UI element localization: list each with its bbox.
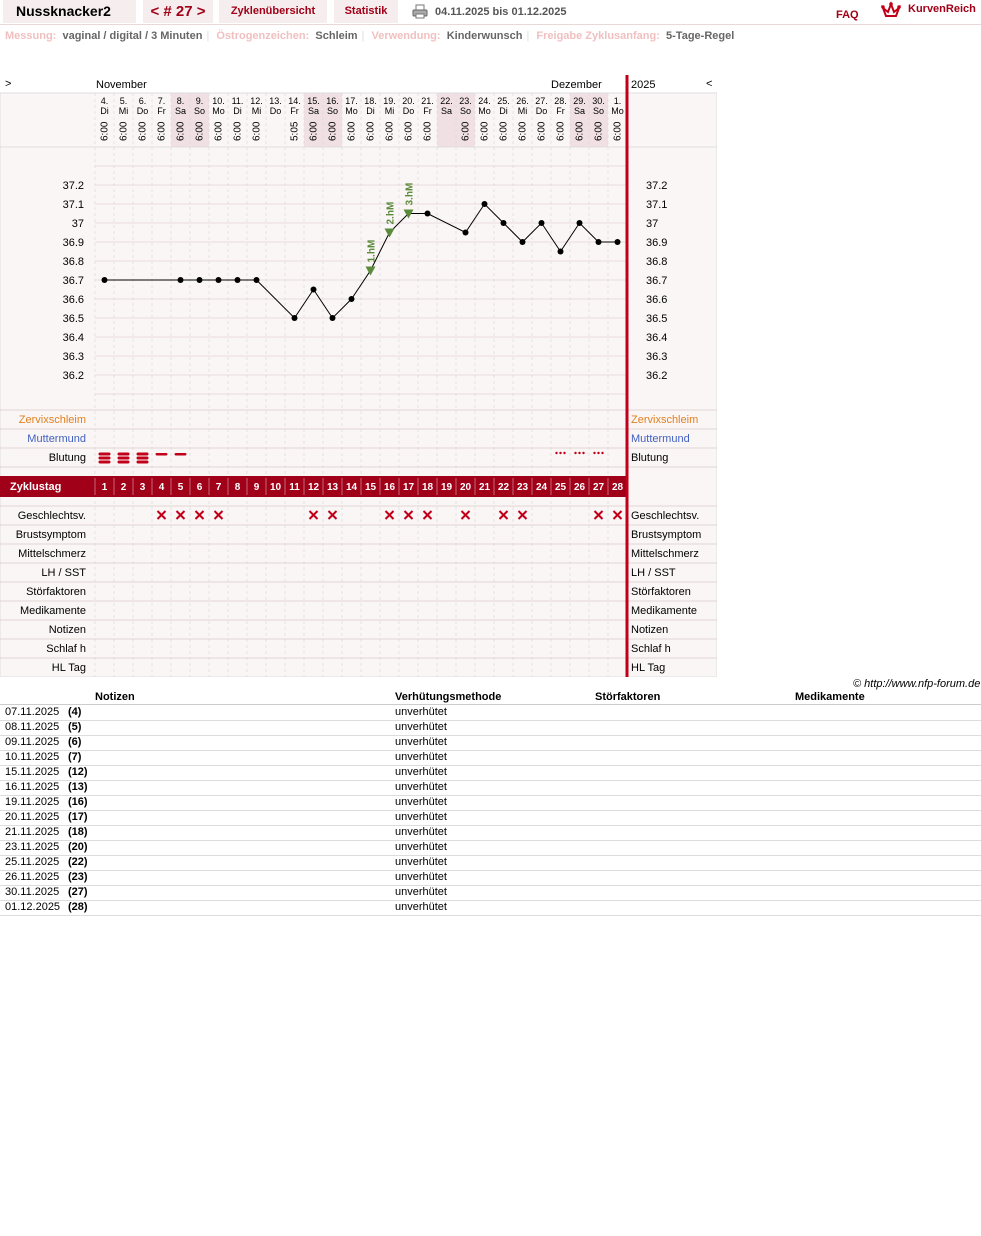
row-cycle-day: (6): [68, 736, 82, 748]
bleeding-light-mark: [156, 453, 168, 456]
day-weekday: Do: [269, 106, 282, 116]
bleeding-heavy-mark: [99, 457, 111, 460]
day-weekday: Mo: [478, 106, 491, 116]
measure-time: 6:00: [403, 121, 415, 141]
col-header-notizen: Notizen: [95, 691, 135, 703]
day-date: 22.: [440, 96, 453, 106]
row-date: 15.11.2025: [5, 766, 60, 778]
row-method: unverhütet: [395, 796, 447, 808]
cycle-day-number: 2: [120, 482, 127, 493]
cycle-day-number: 28: [611, 482, 624, 493]
measure-time: 6:00: [593, 121, 605, 141]
day-weekday: Do: [136, 106, 149, 116]
bleeding-heavy-mark: [118, 453, 130, 456]
day-weekday: Di: [100, 106, 109, 116]
cycle-day-number: 11: [289, 482, 300, 493]
day-date: 17.: [345, 96, 358, 106]
row-date: 20.11.2025: [5, 811, 60, 823]
measure-time: 6:00: [612, 121, 624, 141]
row-cycle-day: (23): [68, 871, 88, 883]
measure-time: 6:00: [517, 121, 529, 141]
day-date: 27.: [535, 96, 548, 106]
faq-link[interactable]: FAQ: [836, 9, 859, 21]
month-label: Dezember: [551, 79, 602, 91]
day-weekday: Mi: [251, 106, 262, 116]
day-date: 30.: [592, 96, 605, 106]
bleeding-spot-mark: [559, 452, 561, 454]
cycle-day-number: 15: [364, 482, 377, 493]
row-method: unverhütet: [395, 826, 447, 838]
bleeding-spot-mark: [601, 452, 603, 454]
day-date: 20.: [402, 96, 415, 106]
cycle-day-number: 25: [554, 482, 567, 493]
meta-key: Freigabe Zyklusanfang:: [536, 30, 660, 42]
row-label: Zervixschleim: [18, 414, 86, 426]
day-weekday: Sa: [440, 106, 453, 116]
day-weekday: Mo: [345, 106, 358, 116]
measure-time: 6:00: [118, 121, 130, 141]
day-date: 5.: [119, 96, 128, 106]
cycle-day-number: 24: [535, 482, 548, 493]
y-tick-label: 36.6: [62, 294, 84, 306]
cycle-day-number: 12: [307, 482, 320, 493]
meta-key: Verwendung:: [371, 30, 441, 42]
day-date: 26.: [516, 96, 529, 106]
row-method: unverhütet: [395, 766, 447, 778]
bleeding-light-mark: [175, 453, 187, 456]
copyright: © http://www.nfp-forum.de: [853, 678, 981, 690]
y-tick-label-right: 37: [646, 218, 659, 230]
row-method: unverhütet: [395, 886, 447, 898]
printer-icon[interactable]: [412, 4, 428, 19]
day-weekday: Sa: [307, 106, 320, 116]
table-row: [0, 750, 981, 766]
row-cycle-day: (20): [68, 841, 88, 853]
measure-time: 6:00: [99, 121, 111, 141]
top-bar: [0, 0, 981, 25]
table-row: [0, 870, 981, 886]
bleeding-heavy-mark: [99, 461, 111, 464]
day-date: 6.: [138, 96, 147, 106]
row-cycle-day: (27): [68, 886, 88, 898]
y-tick-label: 36.9: [62, 237, 84, 249]
day-date: 14.: [288, 96, 301, 106]
row-label-right: Störfaktoren: [631, 586, 691, 598]
y-tick-label: 36.7: [62, 275, 84, 287]
measure-time: 6:00: [479, 121, 491, 141]
measure-time: 6:00: [251, 121, 263, 141]
row-label: LH / SST: [41, 567, 86, 579]
y-tick-label: 36.3: [62, 351, 84, 363]
table-row: [0, 795, 981, 811]
row-cycle-day: (16): [68, 796, 88, 808]
day-date: 24.: [478, 96, 491, 106]
measure-time: 6:00: [213, 121, 225, 141]
meta-value: Schleim: [315, 30, 358, 42]
nav-prev-arrow: >: [5, 78, 12, 90]
day-weekday: Mi: [384, 106, 395, 116]
row-label-right: LH / SST: [631, 567, 676, 579]
y-tick-label-right: 36.4: [646, 332, 668, 344]
cycle-navigation[interactable]: < # 27 >: [143, 0, 213, 23]
bleeding-spot-mark: [593, 452, 595, 454]
cycle-day-number: 17: [402, 482, 415, 493]
y-tick-label: 37: [71, 218, 84, 230]
day-weekday: So: [193, 106, 206, 116]
tab-statistik[interactable]: Statistik: [334, 0, 398, 23]
temperature-point: [330, 315, 336, 321]
row-date: 16.11.2025: [5, 781, 60, 793]
day-date: 15.: [307, 96, 320, 106]
day-weekday: Mi: [118, 106, 129, 116]
day-weekday: Mo: [611, 106, 624, 116]
row-date: 25.11.2025: [5, 856, 60, 868]
meta-key: Messung:: [5, 30, 57, 42]
high-measurement-label: 1.hM: [366, 239, 378, 263]
y-tick-label-right: 36.8: [646, 256, 668, 268]
temperature-point: [596, 239, 602, 245]
day-date: 4.: [100, 96, 109, 106]
day-date: 18.: [364, 96, 377, 106]
y-tick-label-right: 37.2: [646, 180, 668, 192]
y-tick-label-right: 37.1: [646, 199, 668, 211]
table-row: [0, 705, 981, 721]
day-weekday: Di: [233, 106, 242, 116]
temperature-point: [235, 277, 241, 283]
day-weekday: So: [459, 106, 472, 116]
nav-next-arrow: <: [706, 78, 713, 90]
bleeding-spot-mark: [574, 452, 576, 454]
measure-time: 6:00: [384, 121, 396, 141]
measure-time: 6:00: [137, 121, 149, 141]
bleeding-spot-mark: [563, 452, 565, 454]
row-cycle-day: (12): [68, 766, 88, 778]
high-measurement-label: 2.hM: [385, 201, 397, 225]
row-method: unverhütet: [395, 751, 447, 763]
measure-time: 6:00: [156, 121, 168, 141]
y-tick-label-right: 36.3: [646, 351, 668, 363]
measure-time: 6:00: [555, 121, 567, 141]
row-label-right: Zervixschleim: [631, 414, 699, 426]
table-row: [0, 855, 981, 871]
table-row: [0, 885, 981, 901]
day-weekday: So: [326, 106, 339, 116]
day-date: 8.: [176, 96, 185, 106]
cycle-day-number: 27: [592, 482, 605, 493]
cycle-day-number: 13: [326, 482, 339, 493]
cycle-day-number: 5: [177, 482, 184, 493]
y-tick-label: 36.4: [62, 332, 84, 344]
row-label: Blutung: [48, 452, 86, 464]
y-tick-label-right: 36.6: [646, 294, 668, 306]
row-method: unverhütet: [395, 841, 447, 853]
day-weekday: Di: [499, 106, 508, 116]
temperature-point: [311, 287, 317, 293]
cycle-day-number: 16: [383, 482, 396, 493]
day-date: 23.: [459, 96, 472, 106]
measure-time: 6:00: [536, 121, 548, 141]
y-tick-label-right: 36.5: [646, 313, 668, 325]
cycle-day-number: 3: [139, 482, 146, 493]
cycle-day-number: 8: [234, 482, 241, 493]
high-measurement-label: 3.hM: [404, 182, 416, 206]
cycle-day-label: Zyklustag: [10, 481, 62, 493]
row-date: 23.11.2025: [5, 841, 60, 853]
row-date: 08.11.2025: [5, 721, 60, 733]
temperature-point: [349, 296, 355, 302]
table-row: [0, 825, 981, 841]
measure-time: 6:00: [422, 121, 434, 141]
day-date: 16.: [326, 96, 339, 106]
row-label: Medikamente: [19, 605, 86, 617]
cycle-chart: [0, 75, 717, 677]
bleeding-heavy-mark: [137, 453, 149, 456]
row-label: Schlaf h: [46, 643, 86, 655]
bleeding-heavy-mark: [137, 457, 149, 460]
day-date: 7.: [157, 96, 166, 106]
cycle-day-number: 21: [478, 482, 491, 493]
measure-time: 6:00: [232, 121, 244, 141]
temperature-point: [292, 315, 298, 321]
day-weekday: Do: [402, 106, 415, 116]
cycle-day-number: 4: [158, 482, 165, 493]
temperature-point: [216, 277, 222, 283]
cycle-day-number: 19: [440, 482, 453, 493]
table-row: [0, 765, 981, 781]
day-weekday: So: [592, 106, 605, 116]
row-method: unverhütet: [395, 721, 447, 733]
day-weekday: Sa: [174, 106, 187, 116]
row-method: unverhütet: [395, 706, 447, 718]
temperature-point: [577, 220, 583, 226]
y-tick-label-right: 36.2: [646, 370, 668, 382]
y-tick-label: 37.1: [62, 199, 84, 211]
table-row: [0, 780, 981, 796]
row-date: 26.11.2025: [5, 871, 60, 883]
row-label: Geschlechtsv.: [17, 510, 86, 522]
bleeding-heavy-mark: [99, 453, 111, 456]
col-header-verhuetung: Verhütungsmethode: [395, 691, 502, 703]
row-label-right: Muttermund: [631, 433, 690, 445]
cycle-day-number: 14: [345, 482, 358, 493]
cycle-day-number: 6: [196, 482, 203, 493]
bleeding-heavy-mark: [137, 461, 149, 464]
row-date: 21.11.2025: [5, 826, 60, 838]
cycle-day-number: 7: [215, 482, 222, 493]
row-date: 30.11.2025: [5, 886, 60, 898]
bleeding-spot-mark: [555, 452, 557, 454]
temperature-point: [615, 239, 621, 245]
day-weekday: Di: [366, 106, 375, 116]
col-header-medikamente: Medikamente: [795, 691, 865, 703]
day-date: 21.: [421, 96, 434, 106]
measure-time: 6:00: [498, 121, 510, 141]
temperature-point: [102, 277, 108, 283]
row-cycle-day: (28): [68, 901, 88, 913]
table-row: [0, 900, 981, 916]
meta-value: vaginal / digital / 3 Minuten: [62, 30, 203, 42]
row-cycle-day: (4): [68, 706, 82, 718]
row-label-right: HL Tag: [631, 662, 666, 674]
day-weekday: Mi: [517, 106, 528, 116]
measure-time: 6:00: [327, 121, 339, 141]
row-label: Mittelschmerz: [18, 548, 86, 560]
bleeding-spot-mark: [578, 452, 580, 454]
row-method: unverhütet: [395, 856, 447, 868]
y-tick-label: 36.5: [62, 313, 84, 325]
day-date: 12.: [250, 96, 263, 106]
row-date: 01.12.2025: [5, 901, 61, 913]
month-label: November: [96, 79, 147, 91]
table-row: [0, 720, 981, 736]
row-cycle-day: (13): [68, 781, 88, 793]
meta-key: Östrogenzeichen:: [216, 30, 310, 42]
measure-time: 6:00: [175, 121, 187, 141]
cycle-day-number: 23: [516, 482, 529, 493]
temperature-point: [425, 211, 431, 217]
measure-time: 6:00: [365, 121, 377, 141]
cycle-day-number: 20: [459, 482, 472, 493]
date-range: 04.11.2025 bis 01.12.2025: [435, 6, 567, 18]
day-weekday: Do: [535, 106, 548, 116]
day-weekday: Sa: [573, 106, 586, 116]
chart-background: [0, 75, 717, 677]
table-row: [0, 735, 981, 751]
user-name: Nussknacker2: [3, 0, 136, 23]
row-label: Störfaktoren: [26, 586, 86, 598]
cycle-day-number: 22: [497, 482, 510, 493]
temperature-point: [501, 220, 507, 226]
measure-time: 6:00: [346, 121, 358, 141]
row-label-right: Medikamente: [631, 605, 698, 617]
day-date: 11.: [231, 96, 244, 106]
brand-name: KurvenReich: [908, 3, 976, 15]
temperature-point: [197, 277, 203, 283]
cycle-meta: Messung: vaginal / digital / 3 Minuten | Östrogenzeichen: Schleim | Verwendung: Kinderwunsch | Freigabe Zyklusanfang: 5-Tage-Regel: [5, 30, 735, 42]
day-weekday: Mo: [212, 106, 225, 116]
measure-time: 6:00: [194, 121, 206, 141]
day-date: 19.: [383, 96, 396, 106]
row-label: Brustsymptom: [15, 529, 86, 541]
row-cycle-day: (5): [68, 721, 82, 733]
y-tick-label: 36.2: [62, 370, 84, 382]
day-date: 28.: [554, 96, 567, 106]
meta-value: 5-Tage-Regel: [666, 30, 735, 42]
cycle-day-number: 1: [101, 482, 108, 493]
row-label: Muttermund: [27, 433, 86, 445]
day-date: 25.: [497, 96, 510, 106]
measure-time: 6:00: [574, 121, 586, 141]
col-header-stoerfaktoren: Störfaktoren: [595, 691, 661, 703]
y-tick-label-right: 36.7: [646, 275, 668, 287]
day-date: 9.: [195, 96, 204, 106]
row-label: Notizen: [48, 624, 86, 636]
cycle-day-number: 10: [269, 482, 282, 493]
row-label-right: Notizen: [631, 624, 669, 636]
measure-time: 5:05: [289, 121, 301, 141]
row-date: 09.11.2025: [5, 736, 60, 748]
tab-zyklenuebersicht[interactable]: Zyklenübersicht: [219, 0, 327, 23]
row-cycle-day: (18): [68, 826, 88, 838]
temperature-point: [254, 277, 260, 283]
row-method: unverhütet: [395, 901, 447, 913]
cycle-day-number: 18: [421, 482, 434, 493]
row-label-right: Blutung: [631, 452, 669, 464]
day-weekday: Fr: [157, 106, 166, 116]
cycle-day-number: 26: [573, 482, 586, 493]
day-weekday: Fr: [290, 106, 299, 116]
y-tick-label: 36.8: [62, 256, 84, 268]
row-method: unverhütet: [395, 871, 447, 883]
row-method: unverhütet: [395, 811, 447, 823]
table-row: [0, 840, 981, 856]
row-label-right: Brustsymptom: [631, 529, 702, 541]
row-label-right: Mittelschmerz: [631, 548, 699, 560]
crown-icon: [880, 1, 902, 21]
row-date: 07.11.2025: [5, 706, 60, 718]
temperature-point: [539, 220, 545, 226]
y-tick-label: 37.2: [62, 180, 84, 192]
row-cycle-day: (22): [68, 856, 88, 868]
row-method: unverhütet: [395, 736, 447, 748]
row-date: 10.11.2025: [5, 751, 60, 763]
bleeding-heavy-mark: [118, 461, 130, 464]
temperature-point: [482, 201, 488, 207]
bleeding-spot-mark: [597, 452, 599, 454]
year-label: 2025: [631, 79, 656, 91]
measure-time: 6:00: [308, 121, 320, 141]
meta-value: Kinderwunsch: [446, 30, 523, 42]
table-row: [0, 810, 981, 826]
day-weekday: Fr: [423, 106, 432, 116]
row-method: unverhütet: [395, 781, 447, 793]
temperature-point: [463, 230, 469, 236]
bleeding-spot-mark: [582, 452, 584, 454]
day-date: 1.: [613, 96, 622, 106]
temperature-point: [178, 277, 184, 283]
measure-time: 6:00: [460, 121, 472, 141]
temperature-point: [520, 239, 526, 245]
day-date: 29.: [573, 96, 586, 106]
row-label: HL Tag: [51, 662, 86, 674]
row-cycle-day: (7): [68, 751, 82, 763]
row-label-right: Geschlechtsv.: [631, 510, 700, 522]
row-date: 19.11.2025: [5, 796, 60, 808]
day-date: 13.: [269, 96, 282, 106]
row-cycle-day: (17): [68, 811, 88, 823]
y-tick-label-right: 36.9: [646, 237, 668, 249]
temperature-point: [558, 249, 564, 255]
cycle-day-number: 9: [253, 482, 260, 493]
row-label-right: Schlaf h: [631, 643, 671, 655]
day-weekday: Fr: [556, 106, 565, 116]
day-date: 10.: [212, 96, 225, 106]
bleeding-heavy-mark: [118, 457, 130, 460]
